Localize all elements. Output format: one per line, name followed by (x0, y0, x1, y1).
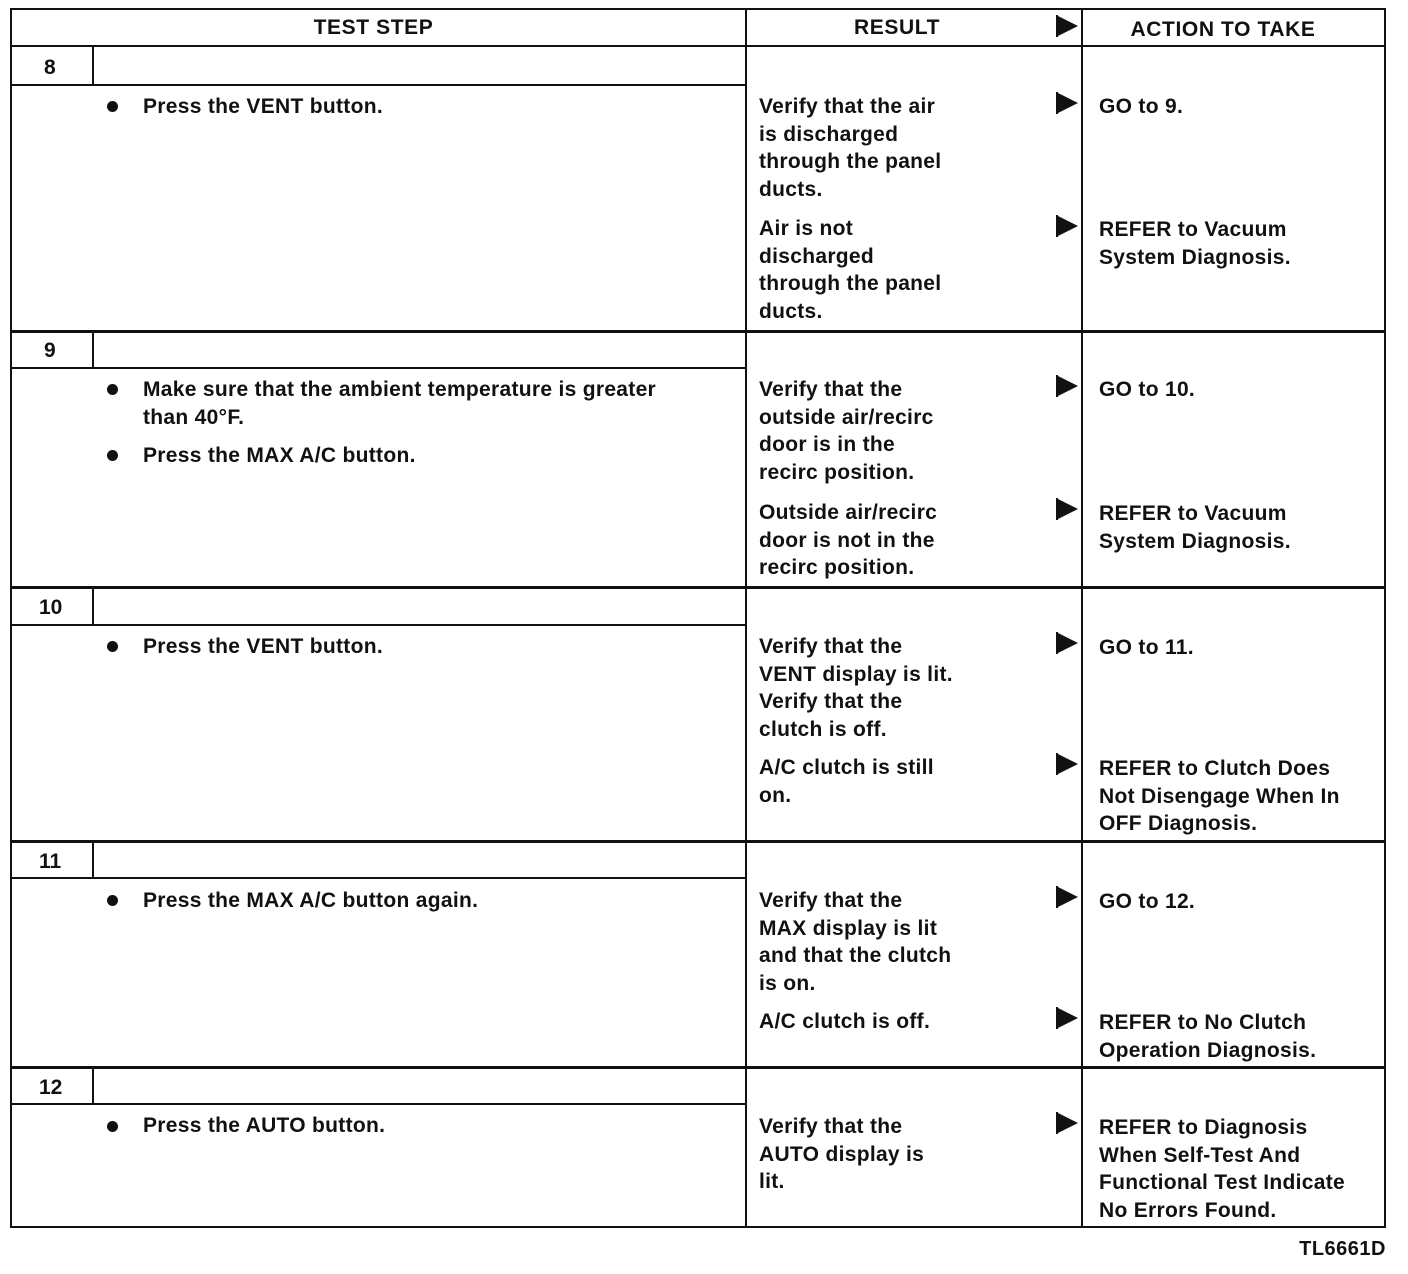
action-line: Not Disengage When In (1099, 784, 1340, 808)
result-arrow-icon (1056, 632, 1078, 654)
result-arrow-icon (1056, 1007, 1078, 1029)
result-line: Verify that the (759, 1115, 903, 1138)
result-line: through the panel (759, 272, 942, 296)
result-arrow-icon (1056, 375, 1078, 397)
action-line: System Diagnosis. (1099, 529, 1291, 553)
bullet-icon (107, 641, 118, 652)
result-line: and that the clutch (759, 944, 952, 968)
result-arrow-icon (1056, 886, 1078, 908)
result-line: MAX display is lit (759, 916, 938, 940)
result-line: through the panel (759, 150, 942, 174)
result-arrow-icon (1056, 215, 1078, 237)
step-number: 9 (44, 339, 56, 362)
result-line: clutch is off. (759, 717, 887, 741)
step-number: 12 (39, 1076, 63, 1099)
header-arrow-icon (1056, 15, 1078, 37)
result-arrow-icon (1056, 753, 1078, 775)
result-line: recirc position. (759, 556, 915, 580)
result-line: lit. (759, 1170, 785, 1194)
result-line: outside air/recirc (759, 405, 934, 429)
action-line: No Errors Found. (1099, 1198, 1277, 1222)
step-number: 10 (39, 596, 63, 619)
result-line: VENT display is lit. (759, 662, 953, 686)
result-line: is discharged (759, 122, 899, 146)
step-action: Press the VENT button. (143, 635, 383, 658)
result-arrow-icon (1056, 498, 1078, 520)
action-line: REFER to No Clutch (1099, 1011, 1307, 1034)
action-line: GO to 12. (1099, 890, 1196, 913)
result-line: door is not in the (759, 528, 935, 552)
result-line: is on. (759, 971, 816, 995)
step-action: Make sure that the ambient temperature is greater (143, 378, 657, 401)
action-line: OFF Diagnosis. (1099, 812, 1258, 836)
result-line: Verify that the air (759, 95, 936, 118)
header-action: ACTION TO TAKE (1130, 18, 1316, 41)
action-line: REFER to Vacuum (1099, 502, 1287, 525)
bullet-icon (107, 101, 118, 112)
action-line: GO to 9. (1099, 95, 1184, 118)
bullet-icon (107, 384, 118, 395)
result-line: Verify that the (759, 889, 903, 912)
result-line: ducts. (759, 299, 823, 323)
header-test-step: TEST STEP (313, 16, 434, 39)
action-line: REFER to Clutch Does (1099, 757, 1331, 780)
step-action: Press the MAX A/C button again. (143, 889, 479, 912)
action-line: GO to 10. (1099, 378, 1196, 401)
action-line: System Diagnosis. (1099, 245, 1291, 269)
result-line: discharged (759, 244, 875, 268)
action-line: When Self-Test And (1099, 1143, 1301, 1167)
result-line: Air is not (759, 217, 854, 240)
step-action: Press the AUTO button. (143, 1114, 386, 1137)
result-arrow-icon (1056, 92, 1078, 114)
action-line: GO to 11. (1099, 636, 1194, 659)
figure-reference: TL6661D (1299, 1238, 1386, 1260)
action-line: REFER to Vacuum (1099, 218, 1287, 241)
result-line: A/C clutch is off. (759, 1010, 931, 1033)
step-action: than 40°F. (143, 405, 245, 429)
bullet-icon (107, 1121, 118, 1132)
result-line: Verify that the (759, 378, 903, 401)
result-line: Outside air/recirc (759, 501, 938, 524)
result-line: ducts. (759, 177, 823, 201)
action-line: Functional Test Indicate (1099, 1171, 1346, 1195)
result-line: Verify that the (759, 690, 903, 714)
step-number: 8 (44, 56, 56, 79)
action-line: REFER to Diagnosis (1099, 1116, 1308, 1139)
result-line: A/C clutch is still (759, 756, 934, 779)
result-line: AUTO display is (759, 1142, 925, 1166)
header-result: RESULT (853, 16, 941, 39)
action-line: Operation Diagnosis. (1099, 1038, 1317, 1062)
result-line: Verify that the (759, 635, 903, 658)
result-line: recirc position. (759, 460, 915, 484)
result-line: door is in the (759, 433, 896, 457)
step-number: 11 (39, 850, 62, 873)
bullet-icon (107, 895, 118, 906)
result-arrow-icon (1056, 1112, 1078, 1134)
step-action: Press the MAX A/C button. (143, 444, 416, 467)
step-action: Press the VENT button. (143, 95, 383, 118)
bullet-icon (107, 450, 118, 461)
result-line: on. (759, 783, 792, 807)
